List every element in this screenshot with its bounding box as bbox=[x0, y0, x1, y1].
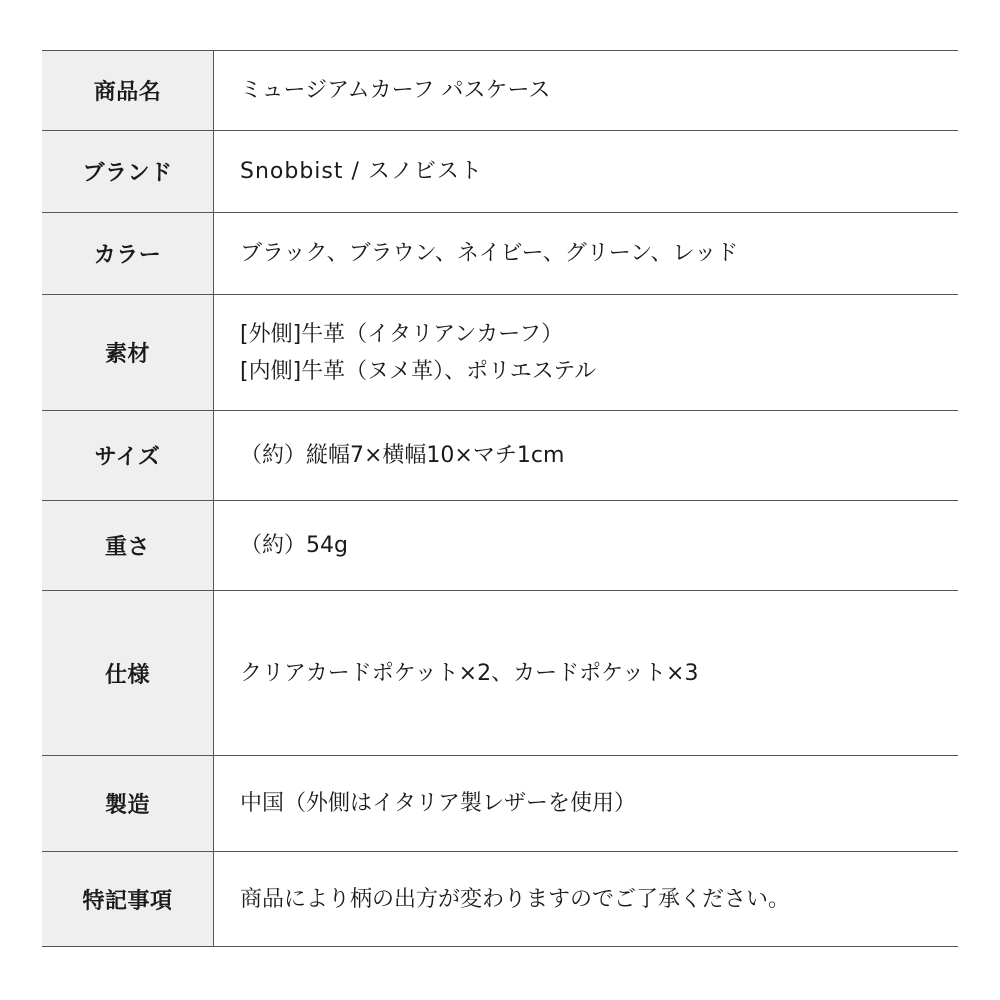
spec-value-product-name: ミュージアムカーフ パスケース bbox=[240, 78, 551, 103]
spec-row-weight bbox=[42, 501, 958, 591]
spec-label-manufacture: 製造 bbox=[42, 756, 214, 852]
spec-label-specification: 仕様 bbox=[42, 591, 214, 756]
spec-row-material bbox=[42, 295, 958, 411]
spec-value-specification: クリアカードポケット×2、カードポケット×3 bbox=[240, 660, 699, 686]
spec-label-product-name: 商品名 bbox=[42, 51, 214, 131]
spec-value-material bbox=[214, 295, 959, 411]
spec-label-material: 素材 bbox=[42, 295, 214, 411]
material-outer-line: [外側]牛革（イタリアンカーフ） bbox=[240, 321, 564, 347]
spec-value-size: （約）縦幅7×横幅10×マチ1cm bbox=[240, 443, 565, 468]
spec-row-manufacture bbox=[42, 756, 958, 852]
material-inner-line: [内側]牛革（ヌメ革）、ポリエステル bbox=[240, 358, 597, 384]
spec-row-brand bbox=[42, 131, 958, 213]
spec-label-size: サイズ bbox=[42, 411, 214, 501]
spec-value-notes: 商品により柄の出方が変わりますのでご了承ください。 bbox=[240, 886, 791, 912]
spec-value-color: ブラック、ブラウン、ネイビー、グリーン、レッド bbox=[240, 241, 739, 266]
spec-row-notes bbox=[42, 852, 958, 947]
spec-label-color: カラー bbox=[42, 213, 214, 295]
spec-row-size bbox=[42, 411, 958, 501]
spec-row-specification bbox=[42, 591, 958, 756]
spec-label-weight: 重さ bbox=[42, 501, 214, 591]
spec-label-brand: ブランド bbox=[42, 131, 214, 213]
spec-value-brand: Snobbist / スノビスト bbox=[240, 159, 483, 184]
product-spec-table bbox=[42, 50, 958, 947]
spec-label-notes: 特記事項 bbox=[42, 852, 214, 947]
spec-row-product-name bbox=[42, 51, 958, 131]
spec-value-manufacture: 中国（外側はイタリア製レザーを使用） bbox=[240, 791, 637, 816]
spec-value-weight: （約）54g bbox=[240, 533, 348, 558]
spec-row-color bbox=[42, 213, 958, 295]
